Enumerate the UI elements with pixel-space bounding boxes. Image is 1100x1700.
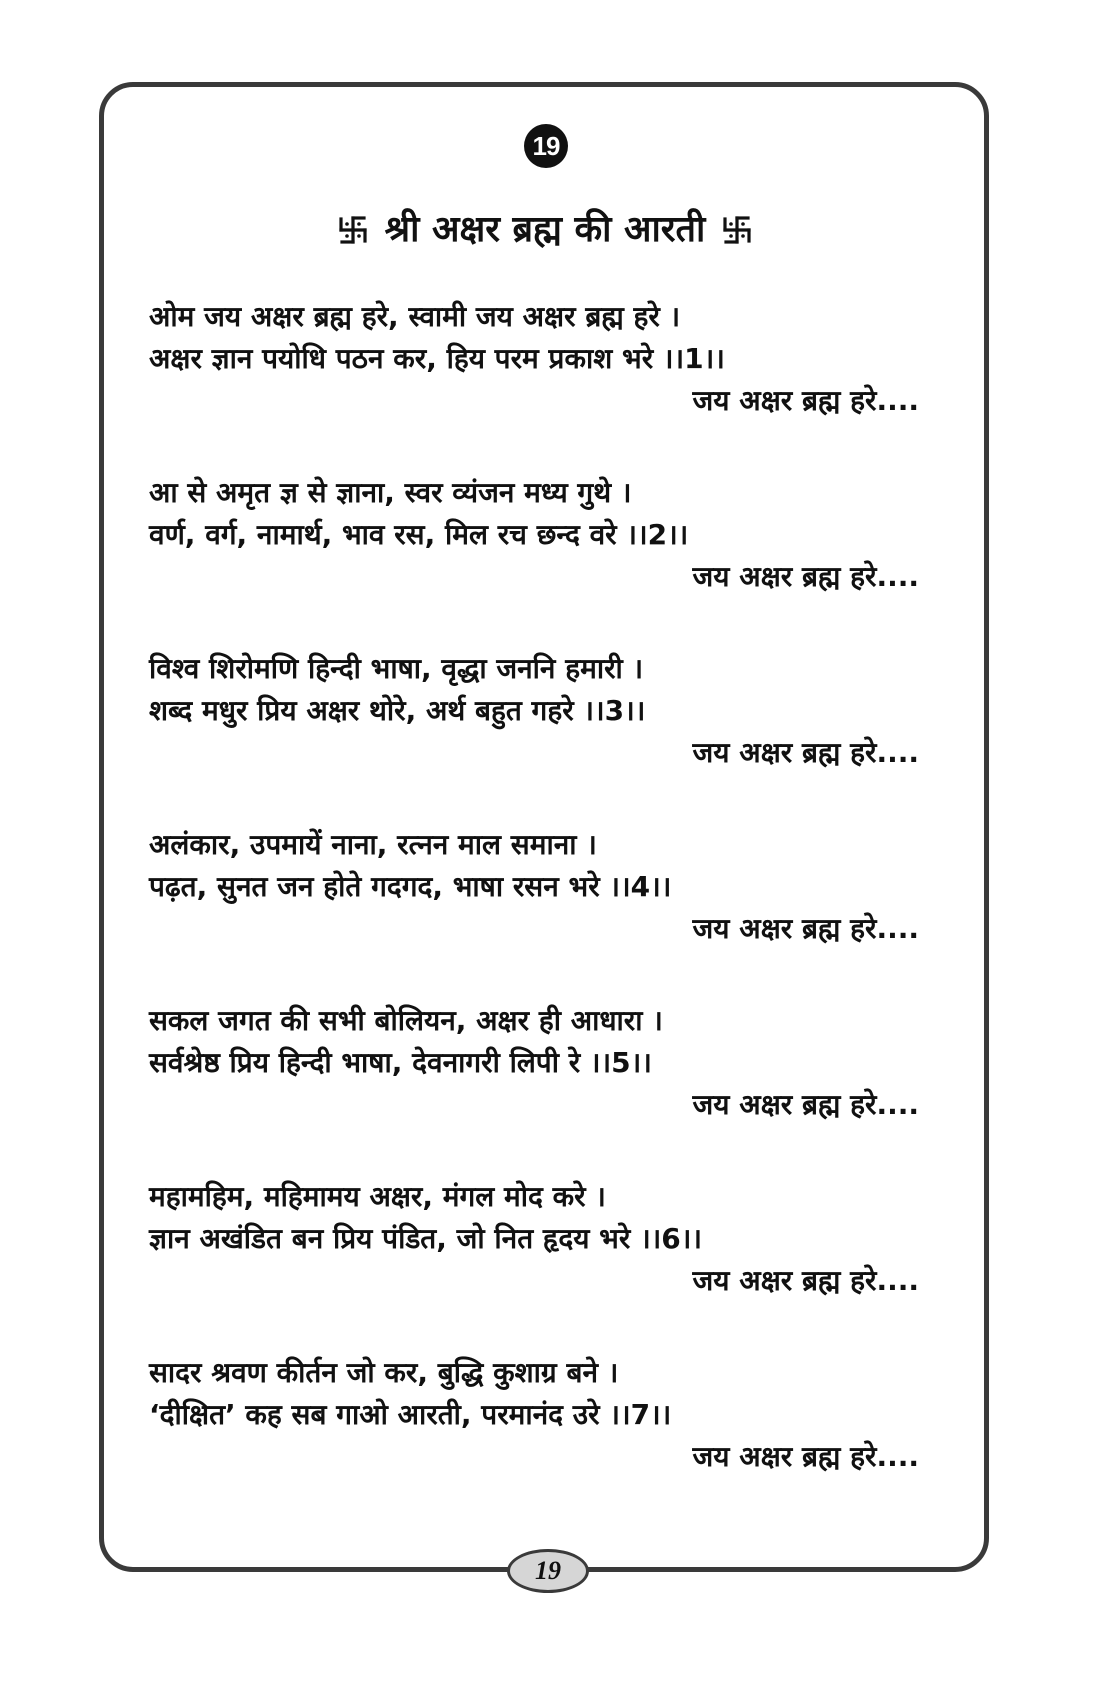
swastika-icon bbox=[337, 214, 369, 246]
refrain-line: जय अक्षर ब्रह्म हरे.... bbox=[692, 736, 919, 769]
stanza bbox=[149, 824, 919, 1000]
stanza bbox=[149, 1352, 919, 1528]
stanza bbox=[149, 296, 919, 472]
verse-line: सर्वश्रेष्ठ प्रिय हिन्दी भाषा, देवनागरी लिपी रे ।।5।। bbox=[149, 1046, 652, 1079]
stanza bbox=[149, 1000, 919, 1176]
stanza bbox=[149, 1176, 919, 1352]
chapter-number-badge: 19 bbox=[524, 124, 568, 168]
stanza bbox=[149, 472, 919, 648]
verse-line: ज्ञान अखंडित बन प्रिय पंडित, जो नित हृदय भरे ।।6।। bbox=[149, 1222, 703, 1255]
verse-line: ओम जय अक्षर ब्रह्म हरे, स्वामी जय अक्षर ब्रह्म हरे । bbox=[149, 300, 681, 333]
title-row bbox=[160, 200, 930, 260]
refrain-line: जय अक्षर ब्रह्म हरे.... bbox=[692, 912, 919, 945]
refrain-line: जय अक्षर ब्रह्म हरे.... bbox=[692, 1264, 919, 1297]
verse-line: शब्द मधुर प्रिय अक्षर थोरे, अर्थ बहुत गहरे ।।3।। bbox=[149, 694, 646, 727]
swastika-icon bbox=[721, 214, 753, 246]
verse-line: वर्ण, वर्ग, नामार्थ, भाव रस, मिल रच छन्द वरे ।।2।। bbox=[149, 518, 689, 551]
verse-line: अक्षर ज्ञान पयोधि पठन कर, हिय परम प्रकाश भरे ।।1।। bbox=[149, 342, 725, 375]
refrain-line: जय अक्षर ब्रह्म हरे.... bbox=[692, 560, 919, 593]
verse-line: सकल जगत की सभी बोलियन, अक्षर ही आधारा । bbox=[149, 1004, 663, 1037]
verse-line: सादर श्रवण कीर्तन जो कर, बुद्धि कुशाग्र बने । bbox=[149, 1356, 619, 1389]
verse-line: अलंकार, उपमायें नाना, रत्नन माल समाना । bbox=[149, 828, 597, 861]
verse-line: विश्व शिरोमणि हिन्दी भाषा, वृद्धा जननि हमारी । bbox=[149, 652, 644, 685]
refrain-line: जय अक्षर ब्रह्म हरे.... bbox=[692, 1440, 919, 1473]
page-number-footer: 19 bbox=[507, 1549, 589, 1593]
aarti-verses bbox=[149, 296, 919, 1528]
refrain-line: जय अक्षर ब्रह्म हरे.... bbox=[692, 384, 919, 417]
refrain-line: जय अक्षर ब्रह्म हरे.... bbox=[692, 1088, 919, 1121]
verse-line: महामहिम, महिमामय अक्षर, मंगल मोद करे । bbox=[149, 1180, 606, 1213]
verse-line: आ से अमृत ज्ञ से ज्ञाना, स्वर व्यंजन मध्य गुथे । bbox=[149, 476, 632, 509]
verse-line: पढ़त, सुनत जन होते गदगद, भाषा रसन भरे ।।4।। bbox=[149, 870, 672, 903]
stanza bbox=[149, 648, 919, 824]
verse-line: ‘दीक्षित’ कह सब गाओ आरती, परमानंद उरे ।।7।। bbox=[149, 1398, 672, 1431]
page-title: श्री अक्षर ब्रह्म की आरती bbox=[384, 209, 706, 250]
